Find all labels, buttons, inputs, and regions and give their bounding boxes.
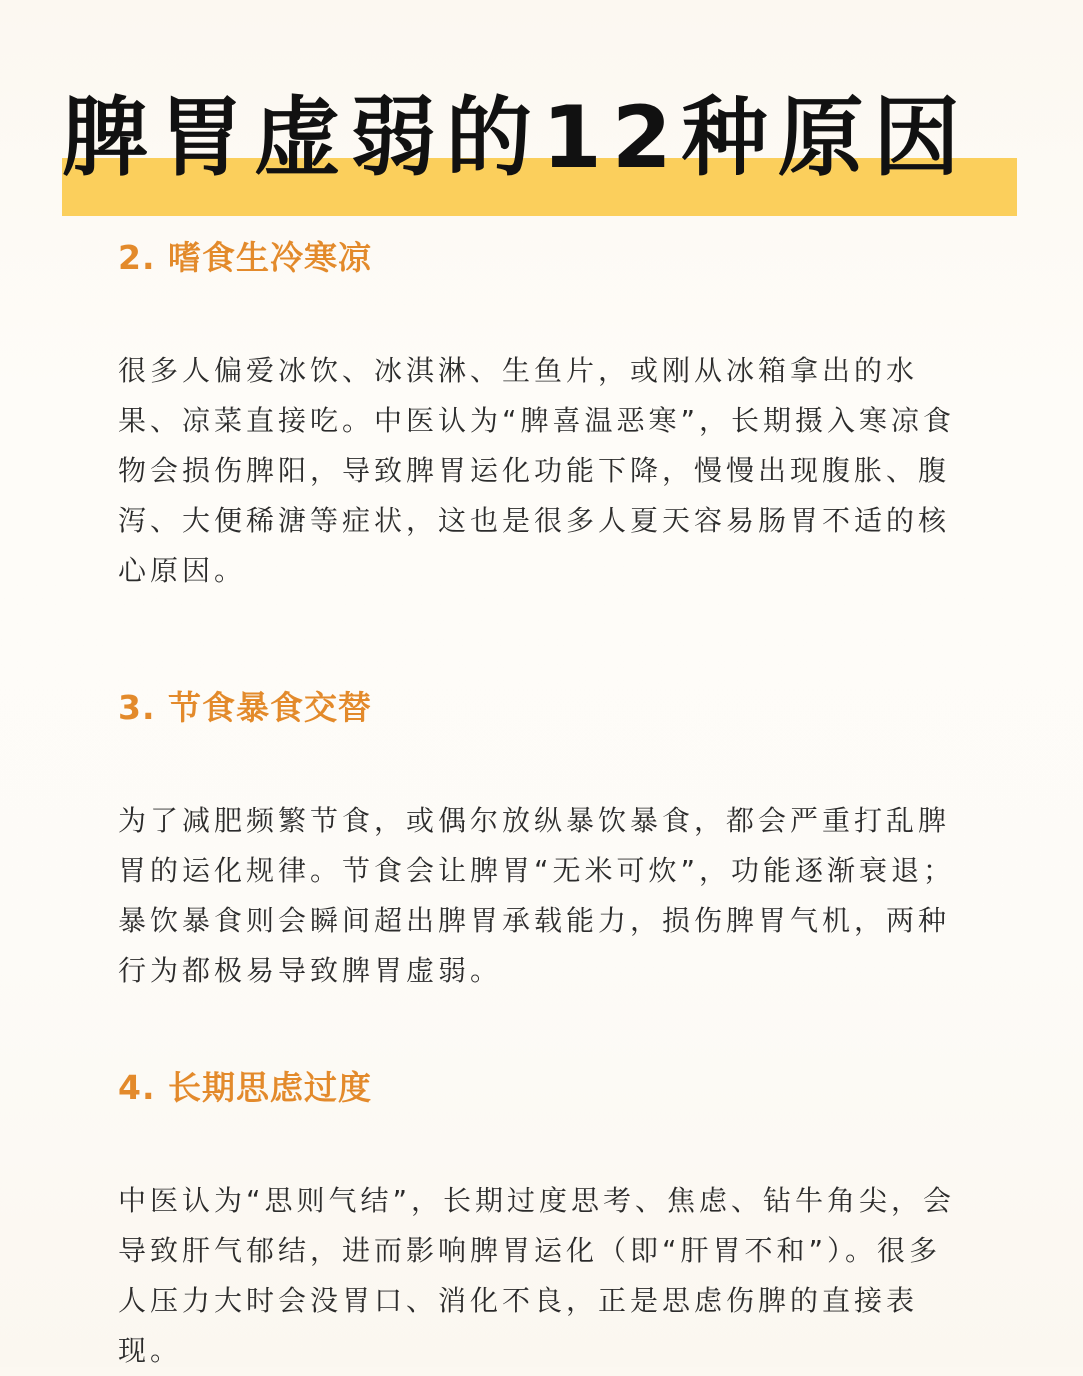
- section-diet-cycle: [118, 688, 963, 996]
- section-body: [118, 796, 963, 996]
- body-line: 行为都极易导致脾胃虚弱。: [118, 954, 503, 987]
- section-body: [118, 346, 963, 596]
- body-line: 心原因。: [118, 554, 247, 587]
- body-line: 中医认为“思则气结”，长期过度思考、焦虑、钻牛角尖，会: [118, 1184, 956, 1217]
- body-line: 人压力大时会没胃口、消化不良，正是思虑伤脾的直接表: [118, 1284, 919, 1317]
- section-heading: 4. 长期思虑过度: [118, 1068, 372, 1107]
- title-banner: [62, 80, 1017, 216]
- body-line: 胃的运化规律。节食会让脾胃“无米可炊”，功能逐渐衰退；: [118, 854, 956, 887]
- section-heading: 2. 嗜食生冷寒凉: [118, 238, 372, 277]
- body-line: 很多人偏爱冰饮、冰淇淋、生鱼片，或刚从冰箱拿出的水: [118, 354, 919, 387]
- page-title: 脾胃虚弱的12种原因: [62, 88, 970, 188]
- section-overthinking: [118, 1068, 963, 1376]
- body-line: 为了减肥频繁节食，或偶尔放纵暴饮暴食，都会严重打乱脾: [118, 804, 951, 837]
- body-line: 物会损伤脾阳，导致脾胃运化功能下降，慢慢出现腹胀、腹: [118, 454, 951, 487]
- body-line: 泻、大便稀溏等症状，这也是很多人夏天容易肠胃不适的核: [118, 504, 951, 537]
- body-line: 暴饮暴食则会瞬间超出脾胃承载能力，损伤脾胃气机，两种: [118, 904, 951, 937]
- section-cold-food: [118, 238, 963, 596]
- body-line: 导致肝气郁结，进而影响脾胃运化（即“肝胃不和”）。很多: [118, 1234, 942, 1267]
- section-heading: 3. 节食暴食交替: [118, 688, 372, 727]
- section-body: [118, 1176, 963, 1376]
- body-line: 果、凉菜直接吃。中医认为“脾喜温恶寒”，长期摄入寒凉食: [118, 404, 956, 437]
- body-line: 现。: [118, 1334, 183, 1367]
